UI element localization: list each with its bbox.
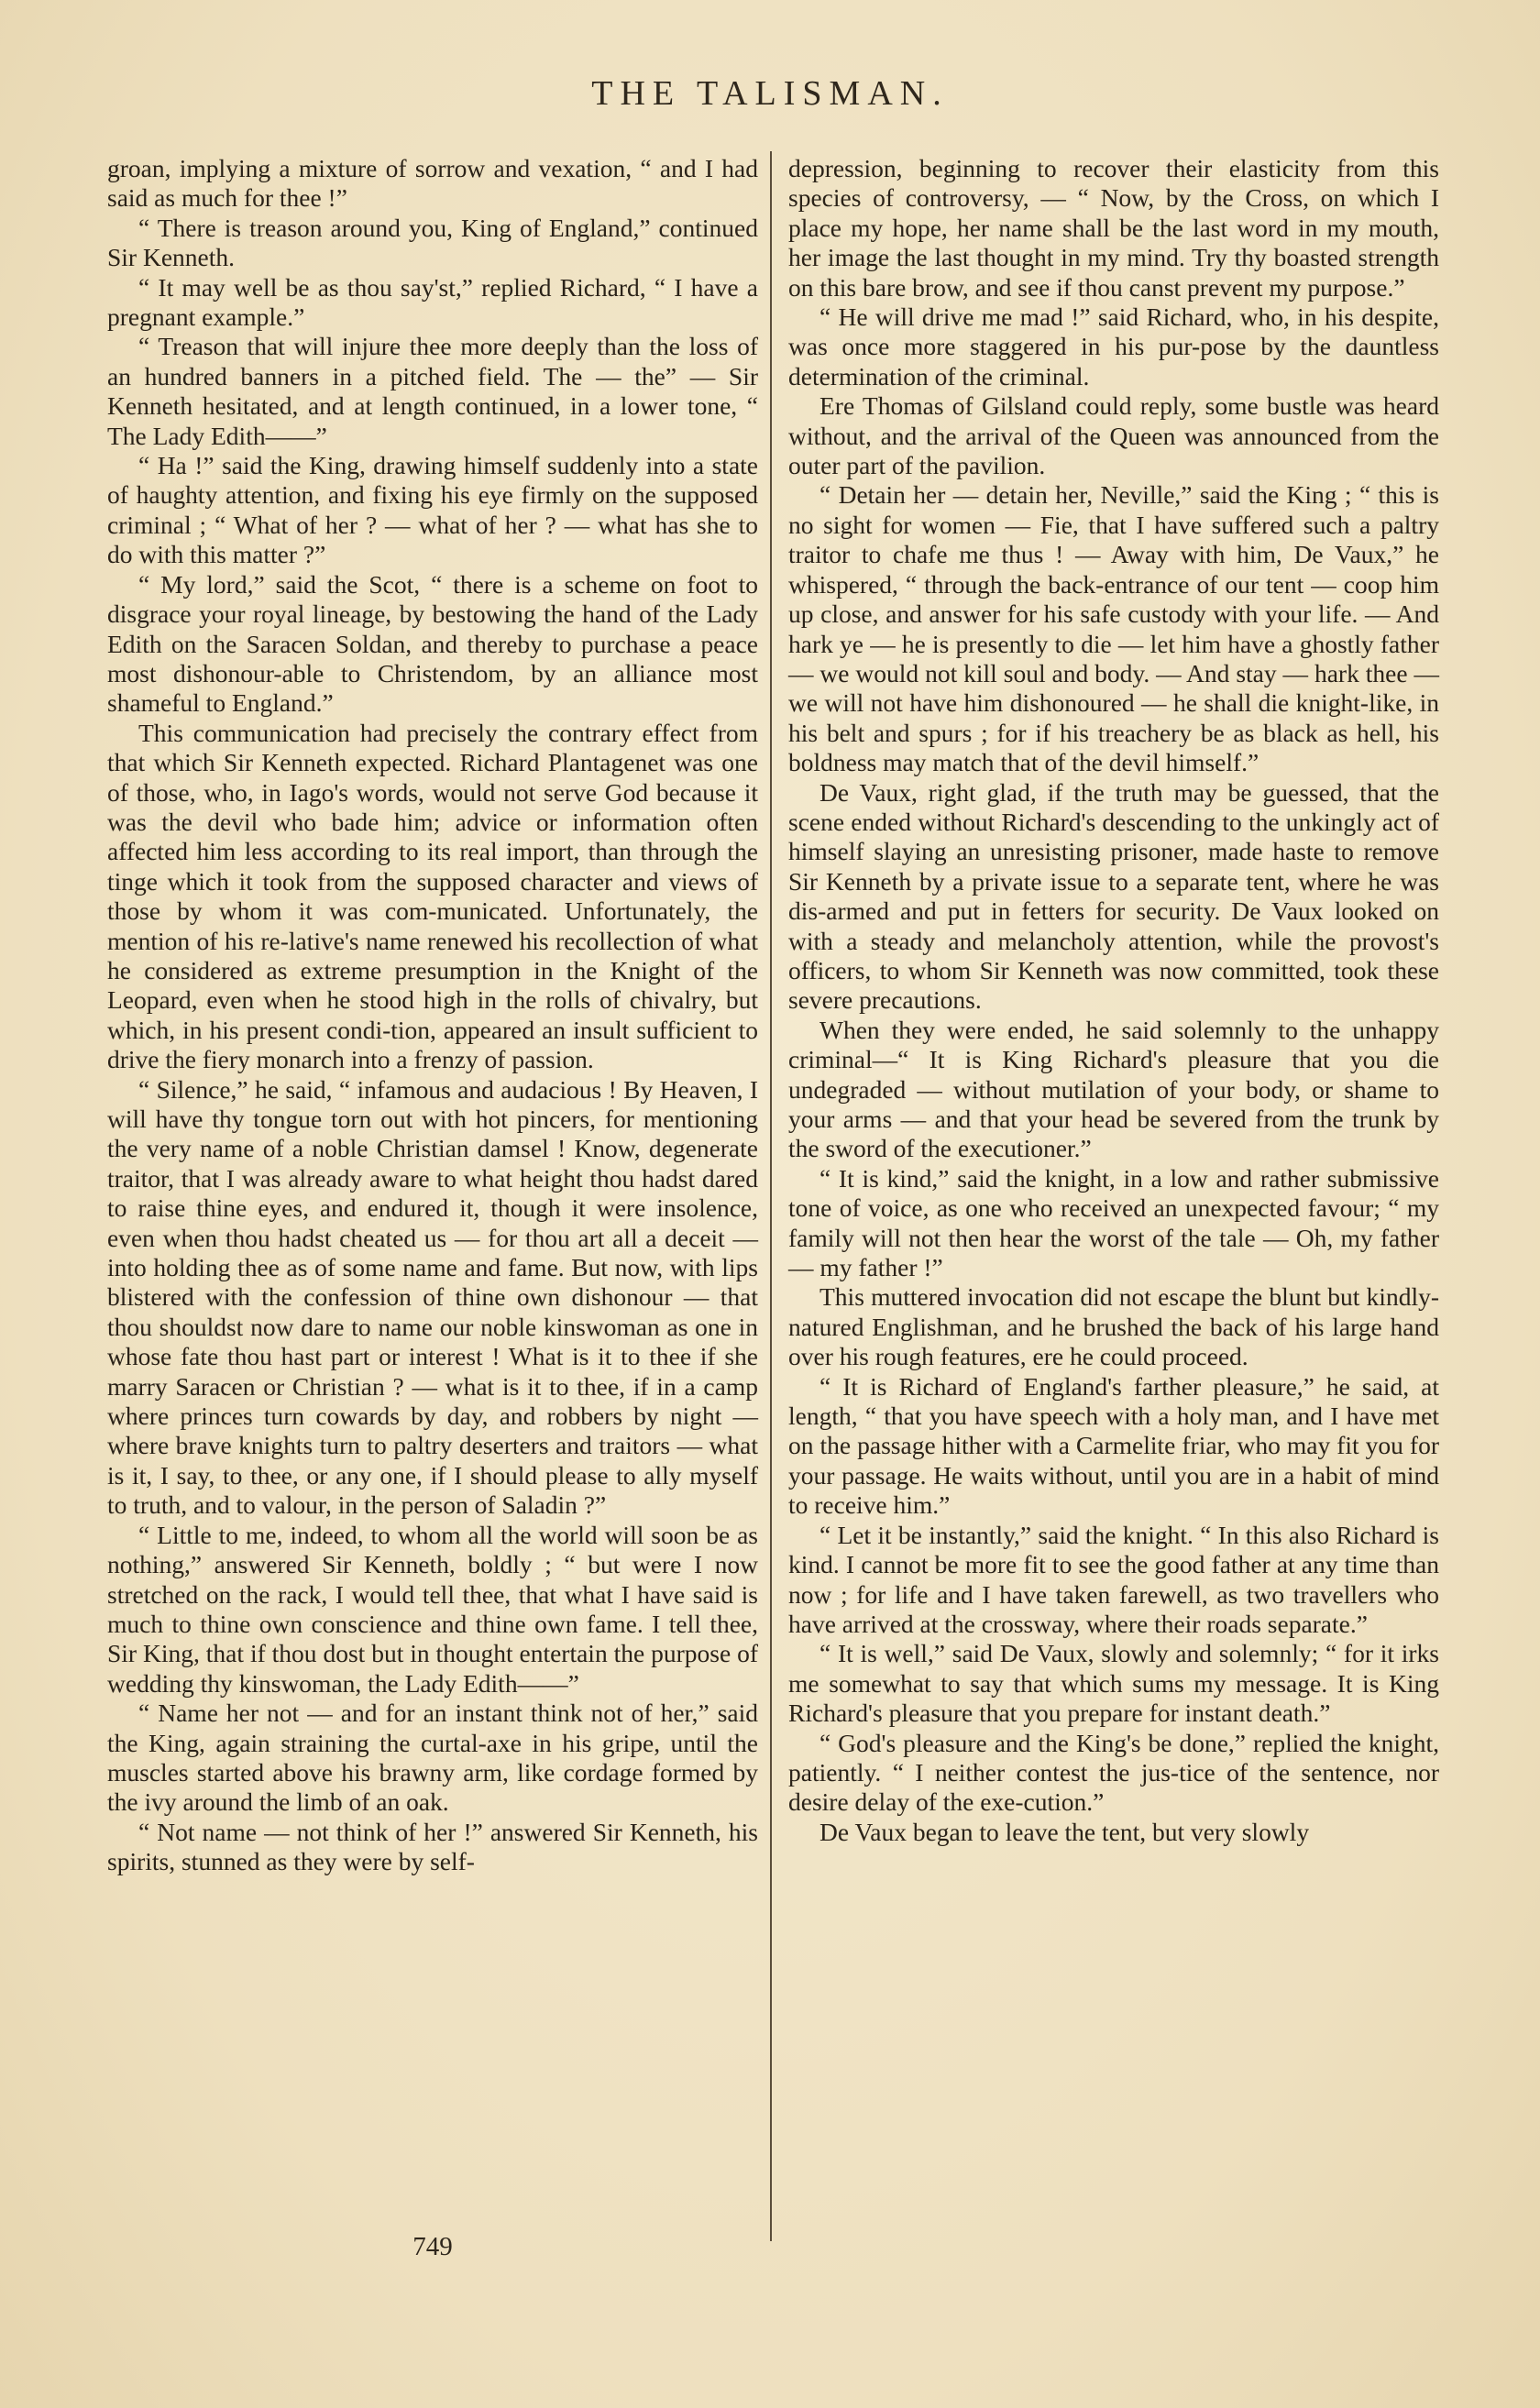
page-number: 749	[412, 2232, 453, 2261]
paragraph: “ It is kind,” said the knight, in a low and rather submissive tone of voice, as one who received an unexpected favour; “ my family will not then hear the worst of the tale — Oh, my father — my father !”	[788, 1163, 1439, 1282]
paragraph: “ It is Richard of England's farther pleasure,” he said, at length, “ that you have speech with a holy man, and I have met on the passage hither with a Carmelite friar, who may fit you for your passage. He waits without, until you are in a habit of mind to receive him.”	[788, 1371, 1439, 1520]
paragraph: “ God's pleasure and the King's be done,” replied the knight, patiently. “ I neither contest the jus-tice of the sentence, nor desire delay of the exe-cution.”	[788, 1728, 1439, 1817]
paragraph: “ Name her not — and for an instant think not of her,” said the King, again straining the curtal-axe in his gripe, until the muscles started above his brawny arm, like cordage formed by the ivy around the limb of an oak.	[107, 1699, 758, 1817]
paragraph: De Vaux began to leave the tent, but very slowly	[820, 1817, 1310, 1846]
column-rule	[770, 151, 772, 2241]
paragraph: “ It may well be as thou say'st,” replied Richard, “ I have a pregnant example.”	[107, 272, 758, 332]
paragraph: “ It is well,” said De Vaux, slowly and solemnly; “ for it irks me somewhat to say that which sums my message. It is King Richard's pleasure that you prepare for instant death.”	[788, 1639, 1439, 1728]
paragraph: “ Little to me, indeed, to whom all the world will soon be as nothing,” answered Sir Kenneth, boldly ; “ but were I now stretched on the rack, I would tell thee, that what I have said is much to thine own conscience and thine own fame. I tell thee, Sir King, that if thou dost but in thought entertain the purpose of wedding thy kinswoman, the Lady Edith——”	[107, 1520, 758, 1698]
paragraph: This muttered invocation did not escape the blunt but kindly-natured Englishman, and he brushed the back of his large hand over his rough features, ere he could proceed.	[788, 1282, 1439, 1371]
paragraph: “ Detain her — detain her, Neville,” said the King ; “ this is no sight for women — Fie, that I have suffered such a paltry traitor to chafe me thus ! — Away with him, De Vaux,” he whispered, “ through the back-entrance of our tent — coop him up close, and answer for his safe custody with your life. — And hark ye — he is presently to die — let him have a ghostly father — we would not kill soul and body. — And stay — hark thee — we will not have him dishonoured — he shall die knight-like, in his belt and spurs ; for if his treachery be as black as hell, his boldness may match that of the devil himself.”	[788, 480, 1439, 777]
paragraph: “ Ha !” said the King, drawing himself suddenly into a state of haughty attention, and fixing his eye firmly on the supposed criminal ; “ What of her ? — what of her ? — what has she to do with this matter ?”	[107, 451, 758, 569]
right-column	[788, 154, 1439, 1847]
paragraph: groan, implying a mixture of sorrow and vexation, “ and I had said as much for thee !”	[107, 154, 758, 213]
paragraph: De Vaux, right glad, if the truth may be guessed, that the scene ended without Richard's descending to the unkingly act of himself slaying an unresisting prisoner, made haste to remove Sir Kenneth by a private issue to a separate tent, where he was dis-armed and put in fetters for security. De Vaux looked on with a steady and melancholy attention, while the provost's officers, to whom Sir Kenneth was now committed, took these severe precautions.	[788, 777, 1439, 1015]
paragraph: “ Silence,” he said, “ infamous and audacious ! By Heaven, I will have thy tongue torn out with hot pincers, for mentioning the very name of a noble Christian damsel ! Know, degenerate traitor, that I was already aware to what height thou hadst dared to raise thine eyes, and endured it, though it were insolence, even when thou hadst cheated us — for thou art all a deceit — into holding thee as of some name and fame. But now, with lips blistered with the confession of thine own dishonour — that thou shouldst now dare to name our noble kinswoman as one in whose fate thou hast part or interest ! What is it to thee if she marry Saracen or Christian ? — what is it to thee, if in a camp where princes turn cowards by day, and robbers by night — where brave knights turn to paltry deserters and traitors — what is it, I say, to thee, or any one, if I should please to ally myself to truth, and to valour, in the person of Saladin ?”	[107, 1074, 758, 1520]
paragraph: Ere Thomas of Gilsland could reply, some bustle was heard without, and the arrival of the Queen was announced from the outer part of the pavilion.	[788, 391, 1439, 480]
left-column	[107, 154, 758, 1877]
paragraph: “ Treason that will injure thee more deeply than the loss of an hundred banners in a pitched field. The — the” — Sir Kenneth hesitated, and at length continued, in a lower tone, “ The Lady Edith——”	[107, 332, 758, 450]
paragraph: “ There is treason around you, King of England,” continued Sir Kenneth.	[107, 213, 758, 272]
paragraph: “ He will drive me mad !” said Richard, who, in his despite, was once more staggered in his pur-pose by the dauntless determination of the criminal.	[788, 302, 1439, 390]
paragraph: This communication had precisely the contrary effect from that which Sir Kenneth expected. Richard Plantagenet was one of those, who, in Iago's words, would not serve God because it was the devil who bade him; advice or information often affected him less according to its real import, than through the tinge which it took from the supposed character and views of those by whom it was com-municated. Unfortunately, the mention of his re-lative's name renewed his recollection of what he considered as extreme presumption in the Knight of the Leopard, even when he stood high in the rolls of chivalry, but which, in his present condi-tion, appeared an insult sufficient to drive the fiery monarch into a frenzy of passion.	[107, 718, 758, 1074]
running-head: THE TALISMAN.	[591, 74, 949, 113]
paragraph: “ Let it be instantly,” said the knight. “ In this also Richard is kind. I cannot be more fit to see the good father at any time than now ; for life and I have taken farewell, as two travellers who have arrived at the crossway, where their roads separate.”	[788, 1520, 1439, 1638]
paragraph: “ Not name — not think of her !” answered Sir Kenneth, his spirits, stunned as they were by self-	[107, 1817, 758, 1876]
paragraph: “ My lord,” said the Scot, “ there is a scheme on foot to disgrace your royal lineage, by bestowing the hand of the Lady Edith on the Saracen Soldan, and thereby to purchase a peace most dishonour-able to Christendom, by an alliance most shameful to England.”	[107, 569, 758, 718]
paragraph: depression, beginning to recover their elasticity from this species of controversy, — “ Now, by the Cross, on which I place my hope, her name shall be the last word in my mouth, her image the last thought in my mind. Try thy boasted strength on this bare brow, and see if thou canst prevent my purpose.”	[788, 154, 1439, 302]
paragraph: When they were ended, he said solemnly to the unhappy criminal—“ It is King Richard's pleasure that you die undegraded — without mutilation of your body, or shame to your arms — and that your head be severed from the trunk by the sword of the executioner.”	[788, 1015, 1439, 1163]
